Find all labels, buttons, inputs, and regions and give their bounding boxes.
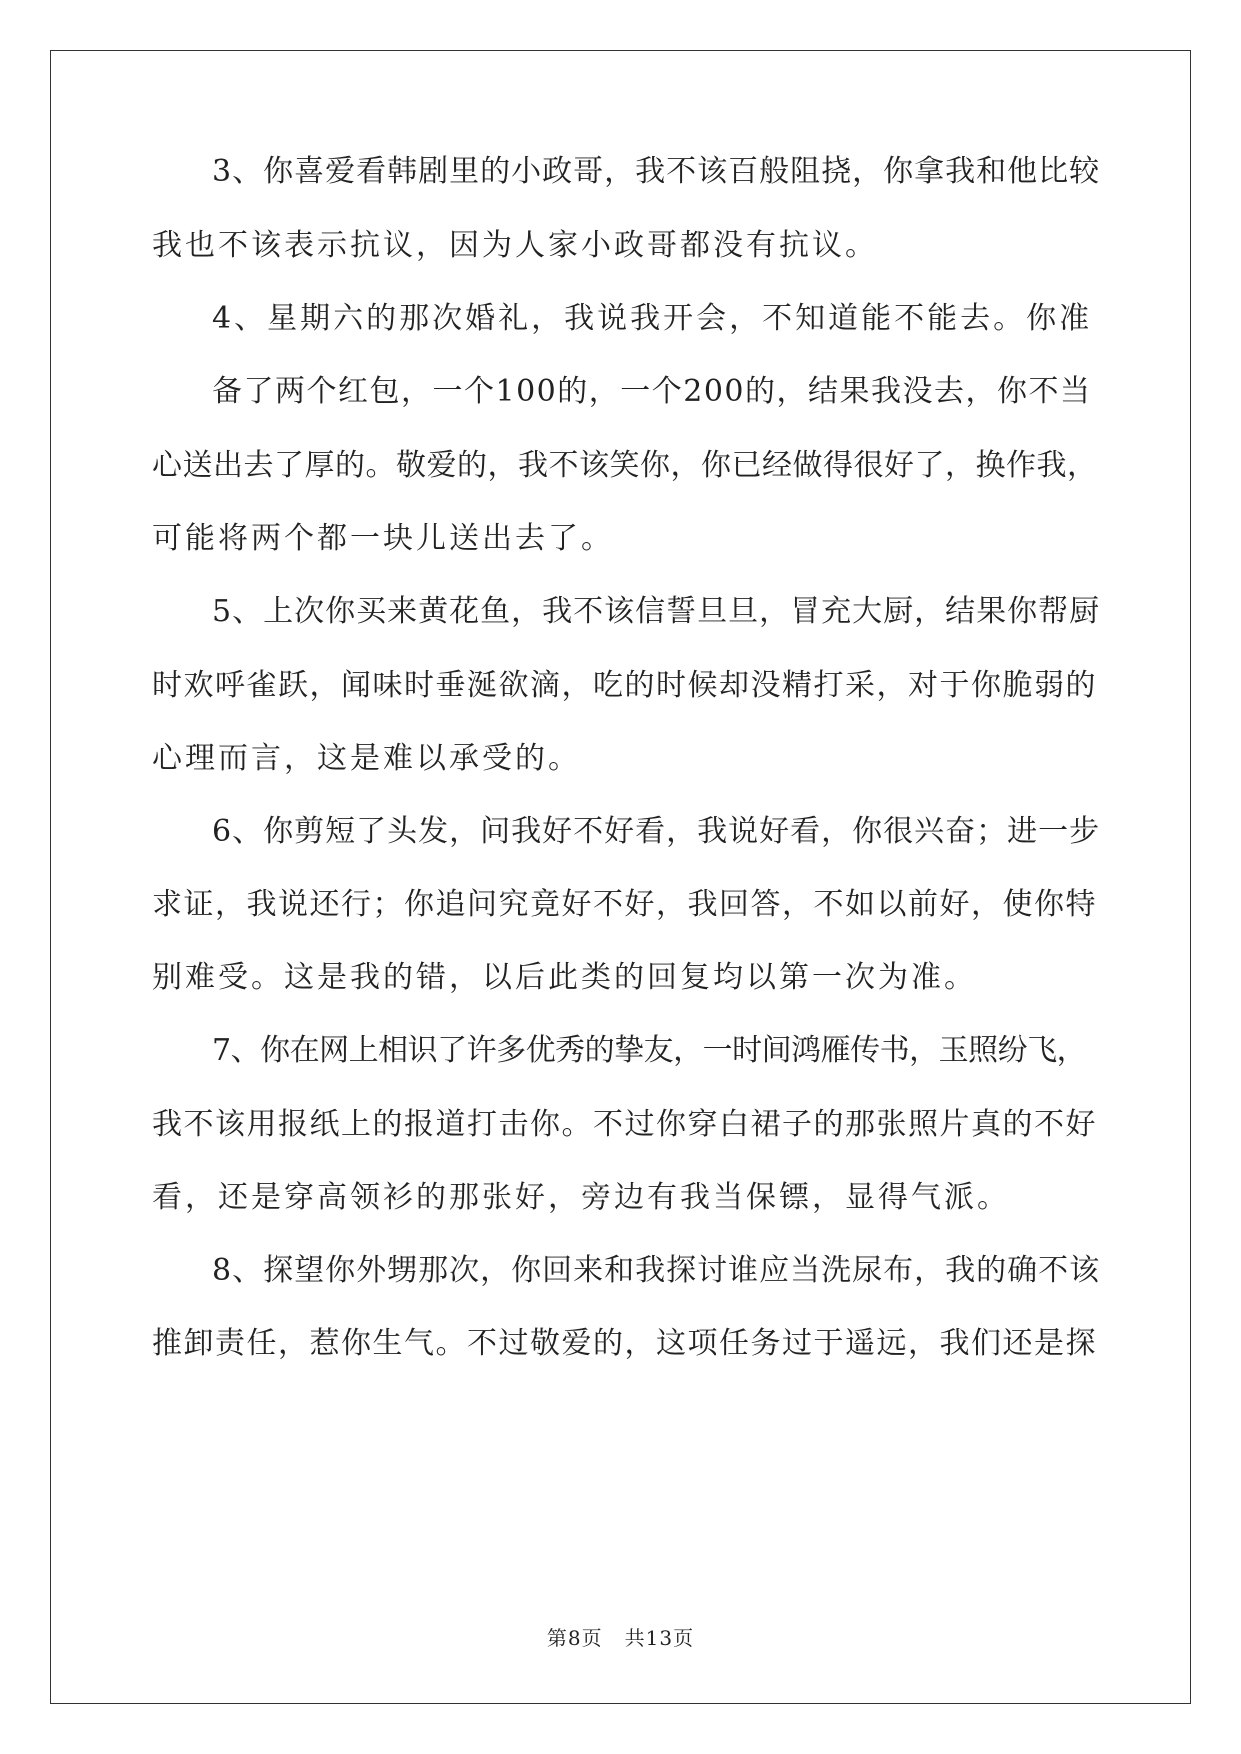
paragraph-4-line-2: 备了两个红包，一个100的，一个200的，结果我没去，你不当 (212, 374, 1092, 409)
paragraph-8-line-1: 8、探望你外甥那次，你回来和我探讨谁应当洗尿布，我的确不该 (212, 1253, 1101, 1288)
paragraph-4-line-4: 可能将两个都一块儿送出去了。 (152, 521, 614, 556)
page-number-current: 第8页 (546, 1626, 603, 1650)
paragraph-8-line-2: 推卸责任，惹你生气。不过敬爱的，这项任务过于遥远，我们还是探 (152, 1326, 1097, 1361)
paragraph-4-line-3: 心送出去了厚的。敬爱的，我不该笑你，你已经做得很好了，换作我， (152, 448, 1098, 483)
paragraph-6-line-1: 6、你剪短了头发，问我好不好看，我说好看，你很兴奋；进一步 (212, 814, 1101, 849)
page-footer (0, 1626, 1241, 1650)
paragraph-7-line-1: 7、你在网上相识了许多优秀的挚友，一时间鸿雁传书，玉照纷飞， (212, 1033, 1087, 1068)
paragraph-7-line-2: 我不该用报纸上的报道打击你。不过你穿白裙子的那张照片真的不好 (152, 1107, 1097, 1142)
paragraph-5-line-1: 5、上次你买来黄花鱼，我不该信誓旦旦，冒充大厨，结果你帮厨 (212, 594, 1101, 629)
paragraph-7-line-3: 看，还是穿高领衫的那张好，旁边有我当保镖，显得气派。 (152, 1180, 1010, 1215)
paragraph-6-line-3: 别难受。这是我的错，以后此类的回复均以第一次为准。 (152, 960, 977, 995)
paragraph-6-line-2: 求证，我说还行；你追问究竟好不好，我回答，不如以前好，使你特 (152, 887, 1097, 922)
paragraph-5-line-2: 时欢呼雀跃，闻味时垂涎欲滴，吃的时候却没精打采，对于你脆弱的 (152, 668, 1097, 703)
paragraph-3-line-2: 我也不该表示抗议，因为人家小政哥都没有抗议。 (152, 228, 878, 263)
page-number-total: 共13页 (624, 1626, 695, 1650)
paragraph-3-line-1: 3、你喜爱看韩剧里的小政哥，我不该百般阻挠，你拿我和他比较 (212, 154, 1101, 189)
paragraph-5-line-3: 心理而言，这是难以承受的。 (152, 741, 581, 776)
paragraph-4-line-1: 4、星期六的那次婚礼，我说我开会，不知道能不能去。你准 (212, 301, 1093, 336)
